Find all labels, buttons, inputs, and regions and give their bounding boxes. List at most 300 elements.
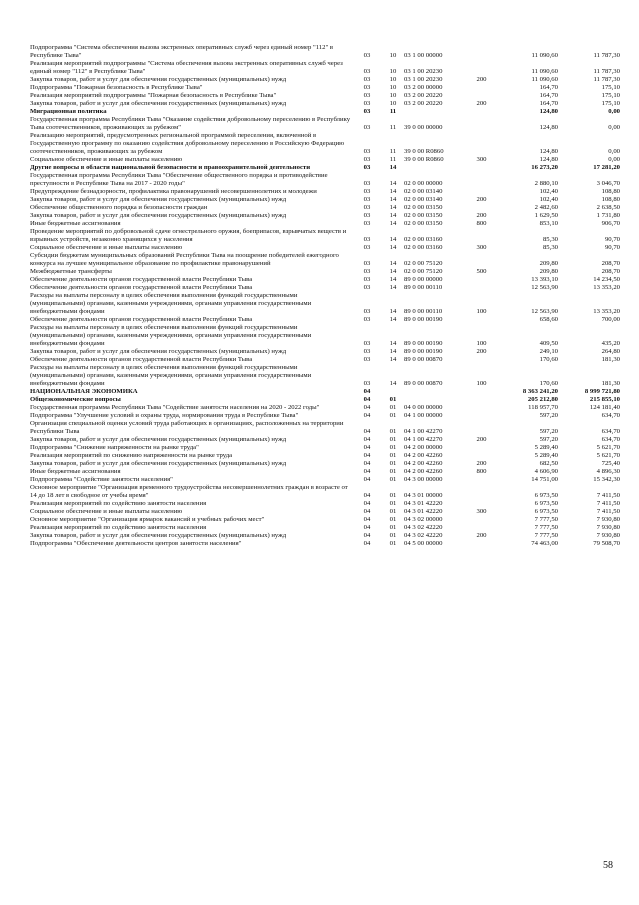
section-code-cell: 03	[363, 308, 371, 315]
section-code-cell: 04	[363, 500, 371, 507]
subsection-code-cell: 01	[389, 540, 397, 547]
amount-first-year-cell: 170,60	[539, 356, 558, 363]
section-code-cell: 03	[363, 244, 371, 251]
amount-second-year-cell: 90,70	[604, 244, 620, 251]
section-code-cell: 04	[363, 388, 371, 395]
subsection-code-cell: 14	[389, 220, 397, 227]
amount-second-year-cell: 108,80	[601, 188, 620, 195]
subsection-code-cell: 01	[389, 492, 397, 499]
table-row	[30, 228, 620, 244]
amount-first-year-cell: 118 957,70	[528, 404, 558, 411]
expense-type-code-cell: 200	[476, 532, 487, 539]
subsection-code-cell: 14	[389, 380, 397, 387]
section-code-cell: 03	[363, 84, 371, 91]
target-article-code-cell: 89 0 00 00110	[404, 284, 443, 291]
subsection-code-cell: 11	[389, 156, 397, 163]
subsection-code-cell: 10	[389, 84, 397, 91]
target-article-code-cell: 39 0 00 R0860	[404, 148, 444, 155]
expense-type-code-cell: 200	[476, 460, 487, 467]
amount-second-year-cell: 7 411,50	[596, 508, 620, 515]
table-row	[30, 348, 620, 356]
amount-first-year-cell: 14 751,00	[531, 476, 558, 483]
table-row	[30, 60, 620, 76]
expense-type-code-cell	[469, 164, 494, 172]
target-article-code-cell: 89 0 00 00870	[404, 356, 443, 363]
target-article-code-cell: 04 2 00 42260	[404, 460, 443, 467]
amount-second-year-cell: 906,70	[601, 220, 620, 227]
amount-second-year-cell: 11 787,30	[593, 52, 620, 59]
amount-second-year-cell: 90,70	[604, 236, 620, 243]
section-code-cell: 03	[363, 284, 371, 291]
target-article-code-cell: 02 0 00 03150	[404, 212, 443, 219]
section-code-cell: 03	[363, 164, 371, 171]
table-row	[30, 244, 620, 252]
target-article-code-cell: 02 0 00 03160	[404, 244, 443, 251]
target-article-code-cell: 03 2 00 20220	[404, 100, 443, 107]
target-article-code-cell: 89 0 00 00190	[404, 316, 443, 323]
section-code-cell: 04	[363, 492, 371, 499]
expenditure-name-cell: Миграционная политика	[30, 108, 107, 115]
table-row	[30, 204, 620, 212]
table-row	[30, 116, 620, 132]
subsection-code-cell: 11	[389, 148, 397, 155]
section-code-cell: 03	[363, 276, 371, 283]
expense-type-code-cell	[469, 452, 494, 460]
section-code-cell: 03	[363, 52, 371, 59]
table-row	[30, 220, 620, 228]
expenditure-name-cell: Общеэкономические вопросы	[30, 396, 121, 403]
table-row	[30, 404, 620, 412]
target-article-code-cell: 04 3 01 42220	[404, 508, 443, 515]
amount-second-year-cell: 264,80	[601, 348, 620, 355]
amount-second-year-cell: 0,00	[608, 124, 620, 131]
section-code-cell: 03	[363, 180, 371, 187]
target-article-code-cell: 04 1 00 42270	[404, 428, 443, 435]
subsection-code-cell: 10	[389, 68, 397, 75]
subsection-code-cell: 01	[389, 396, 397, 403]
expense-type-code-cell: 200	[476, 212, 487, 219]
section-code-cell: 03	[363, 100, 371, 107]
expenditure-name-cell: Подпрограмма "Снижение напряженности на рынке труда"	[30, 444, 199, 451]
expenditure-name-cell: Предупреждение безнадзорности, профилактика правонарушений несовершеннолетних и молодежи	[30, 188, 317, 195]
section-code-cell: 03	[363, 220, 371, 227]
target-article-code-cell	[404, 108, 469, 116]
target-article-code-cell: 89 0 00 00190	[404, 348, 443, 355]
section-code-cell: 03	[363, 108, 371, 115]
amount-second-year-cell: 13 353,20	[593, 308, 620, 315]
amount-second-year-cell: 11 787,30	[593, 68, 620, 75]
expense-type-code-cell: 200	[476, 196, 487, 203]
table-row	[30, 100, 620, 108]
section-code-cell: 04	[363, 540, 371, 547]
table-row	[30, 76, 620, 84]
expense-type-code-cell	[469, 188, 494, 196]
table-row	[30, 524, 620, 532]
expense-type-code-cell: 800	[476, 220, 487, 227]
table-row	[30, 252, 620, 268]
table-row	[30, 420, 620, 436]
target-article-code-cell: 04 0 00 00000	[404, 404, 443, 411]
amount-second-year-cell: 175,10	[601, 84, 620, 91]
table-row	[30, 188, 620, 196]
expense-type-code-cell: 200	[476, 436, 487, 443]
expense-type-code-cell	[469, 276, 494, 284]
table-row	[30, 412, 620, 420]
section-code-cell: 03	[363, 76, 371, 83]
amount-second-year-cell: 208,70	[601, 268, 620, 275]
amount-first-year-cell: 209,80	[539, 268, 558, 275]
amount-second-year-cell: 175,10	[601, 100, 620, 107]
subsection-code-cell: 10	[389, 52, 397, 59]
expense-type-code-cell	[469, 516, 494, 524]
table-row	[30, 532, 620, 540]
section-code-cell: 03	[363, 92, 371, 99]
amount-first-year-cell: 164,70	[539, 100, 558, 107]
expenditure-name-cell: Основное мероприятие "Организация ярмарок вакансий и учебных рабочих мест"	[30, 516, 265, 523]
expense-type-code-cell	[469, 540, 494, 548]
section-code-cell: 03	[363, 340, 371, 347]
amount-first-year-cell: 85,30	[542, 236, 558, 243]
target-article-code-cell: 03 2 00 20220	[404, 92, 443, 99]
target-article-code-cell: 04 2 00 00000	[404, 444, 443, 451]
amount-second-year-cell: 14 234,50	[593, 276, 620, 283]
amount-first-year-cell: 5 289,40	[534, 444, 558, 451]
subsection-code-cell: 01	[389, 476, 397, 483]
table-row	[30, 364, 620, 388]
amount-second-year-cell: 0,00	[608, 108, 620, 115]
amount-first-year-cell: 124,80	[539, 148, 558, 155]
target-article-code-cell: 04 2 00 42260	[404, 468, 443, 475]
amount-first-year-cell: 205 212,80	[527, 396, 558, 403]
table-row	[30, 284, 620, 292]
section-code-cell: 03	[363, 380, 371, 387]
amount-second-year-cell: 634,70	[601, 436, 620, 443]
amount-first-year-cell: 16 273,20	[531, 164, 558, 171]
table-row	[30, 508, 620, 516]
target-article-code-cell: 03 1 00 20230	[404, 76, 443, 83]
expense-type-code-cell	[469, 116, 494, 132]
amount-first-year-cell: 102,40	[539, 196, 558, 203]
section-code-cell: 03	[363, 356, 371, 363]
expenditure-name-cell: Государственная программа Республики Тыва "Содействие занятости населения на 2020 - 2022 годы"	[30, 404, 320, 411]
expenditure-name-cell: Закупка товаров, работ и услуг для обеспечения государственных (муниципальных) нужд	[30, 436, 287, 443]
subsection-code-cell: 14	[389, 212, 397, 219]
table-row	[30, 444, 620, 452]
section-code-cell: 03	[363, 188, 371, 195]
subsection-code-cell: 01	[389, 452, 397, 459]
expenditure-name-cell: Иные бюджетные ассигнования	[30, 220, 121, 227]
expenditure-name-cell: Социальное обеспечение и иные выплаты населению	[30, 508, 183, 515]
amount-first-year-cell: 11 090,60	[531, 76, 558, 83]
expense-type-code-cell	[469, 420, 494, 436]
table-row	[30, 500, 620, 508]
amount-first-year-cell: 409,50	[539, 340, 558, 347]
expenditure-name-cell: Реализация мероприятий по содействию занятости населения	[30, 524, 207, 531]
table-row	[30, 172, 620, 188]
expense-type-code-cell	[469, 404, 494, 412]
expense-type-code-cell	[469, 396, 494, 404]
target-article-code-cell: 89 0 00 00110	[404, 308, 443, 315]
table-row	[30, 316, 620, 324]
expense-type-code-cell	[469, 92, 494, 100]
section-code-cell: 04	[363, 436, 371, 443]
table-row	[30, 84, 620, 92]
expense-type-code-cell	[469, 108, 494, 116]
amount-first-year-cell: 124,80	[539, 156, 558, 163]
amount-first-year-cell: 7 777,50	[534, 532, 558, 539]
amount-second-year-cell: 5 621,70	[596, 452, 620, 459]
amount-first-year-cell: 124,80	[539, 108, 558, 115]
expenditure-name-cell: Реализацию мероприятий, предусмотренных региональной программой переселения, включенной в Государственную программу по оказанию содействия добровольному переселению в Российскую Федерацию соотечественников, проживающих за рубежом	[30, 132, 345, 155]
amount-second-year-cell: 7 930,80	[596, 516, 620, 523]
amount-second-year-cell: 1 731,80	[596, 212, 620, 219]
expenditure-name-cell: Подпрограмма "Система обеспечения вызова экстренных оперативных служб через единый номер "112" в Республике Тыва"	[30, 44, 334, 59]
subsection-code-cell: 14	[389, 340, 397, 347]
expenditure-name-cell: Обеспечение деятельности органов государственной власти Республики Тыва	[30, 276, 253, 283]
section-code-cell: 04	[363, 508, 371, 515]
section-code-cell: 04	[363, 412, 371, 419]
section-code-cell: 03	[363, 156, 371, 163]
target-article-code-cell: 89 0 00 00870	[404, 380, 443, 387]
expenditure-name-cell: Другие вопросы в области национальной безопасности и правоохранительной деятельности	[30, 164, 311, 171]
expense-type-code-cell: 800	[476, 468, 487, 475]
section-code-cell: 04	[363, 532, 371, 539]
amount-second-year-cell: 181,30	[601, 380, 620, 387]
subsection-code-cell: 14	[389, 204, 397, 211]
subsection-code-cell: 14	[389, 236, 397, 243]
target-article-code-cell: 03 2 00 00000	[404, 84, 443, 91]
amount-second-year-cell: 0,00	[608, 156, 620, 163]
expense-type-code-cell	[469, 44, 494, 60]
target-article-code-cell: 02 0 00 03140	[404, 196, 443, 203]
expenditure-name-cell: Закупка товаров, работ и услуг для обеспечения государственных (муниципальных) нужд	[30, 348, 287, 355]
amount-first-year-cell: 6 973,50	[534, 500, 558, 507]
amount-first-year-cell: 74 463,00	[531, 540, 558, 547]
table-row	[30, 92, 620, 100]
amount-first-year-cell: 124,80	[539, 124, 558, 131]
amount-first-year-cell: 209,80	[539, 260, 558, 267]
subsection-code-cell: 14	[389, 284, 397, 291]
section-code-cell: 04	[363, 444, 371, 451]
target-article-code-cell: 04 1 00 00000	[404, 412, 443, 419]
subsection-code-cell: 14	[389, 244, 397, 251]
subsection-code-cell: 14	[389, 356, 397, 363]
amount-second-year-cell: 5 621,70	[596, 444, 620, 451]
amount-first-year-cell: 1 629,50	[534, 212, 558, 219]
amount-first-year-cell: 7 777,50	[534, 524, 558, 531]
section-code-cell: 04	[363, 460, 371, 467]
subsection-code-cell: 01	[389, 500, 397, 507]
expenditure-name-cell: Подпрограмма "Пожарная безопасность в Республике Тыва"	[30, 84, 203, 91]
table-row	[30, 468, 620, 476]
amount-second-year-cell: 7 930,80	[596, 532, 620, 539]
amount-second-year-cell: 7 411,50	[596, 492, 620, 499]
expenditure-name-cell: Обеспечение деятельности органов государственной власти Республики Тыва	[30, 356, 253, 363]
expenditure-name-cell: Основное мероприятие "Организация временного трудоустройства несовершеннолетних граждан в возрасте от 14 до 18 лет в свободное от учебы время"	[30, 484, 348, 499]
amount-first-year-cell: 12 563,90	[531, 284, 558, 291]
subsection-code-cell: 11	[389, 124, 397, 131]
amount-first-year-cell: 6 973,50	[534, 508, 558, 515]
amount-second-year-cell: 0,00	[608, 148, 620, 155]
subsection-code-cell: 10	[389, 92, 397, 99]
expense-type-code-cell: 200	[476, 100, 487, 107]
expense-type-code-cell	[469, 388, 494, 396]
expenditure-name-cell: Межбюджетные трансферты	[30, 268, 112, 275]
expense-type-code-cell	[469, 60, 494, 76]
subsection-code-cell: 01	[389, 468, 397, 475]
expenditure-name-cell: Подпрограмма "Улучшение условий и охраны труда, нормирования труда в Республике Тыва"	[30, 412, 299, 419]
expense-type-code-cell	[469, 172, 494, 188]
expense-type-code-cell: 200	[476, 348, 487, 355]
expenditure-name-cell: Обеспечение общественного порядка и безопасности граждан	[30, 204, 208, 211]
amount-second-year-cell: 79 508,70	[593, 540, 620, 547]
expense-type-code-cell	[469, 444, 494, 452]
table-row	[30, 516, 620, 524]
expense-type-code-cell: 100	[476, 308, 487, 315]
expenditure-name-cell: Организация специальной оценки условий труда работающих в организациях, расположенных на территории Республики Тыва	[30, 420, 344, 435]
expense-type-code-cell	[469, 284, 494, 292]
subsection-code-cell: 14	[389, 316, 397, 323]
amount-first-year-cell: 7 777,50	[534, 516, 558, 523]
subsection-code-cell: 10	[389, 100, 397, 107]
amount-second-year-cell: 15 342,30	[593, 476, 620, 483]
subsection-code-cell: 14	[389, 276, 397, 283]
target-article-code-cell	[404, 164, 469, 172]
target-article-code-cell: 02 0 00 00000	[404, 180, 443, 187]
expense-type-code-cell	[469, 412, 494, 420]
subsection-code-cell: 14	[389, 180, 397, 187]
amount-first-year-cell: 597,20	[539, 428, 558, 435]
subsection-code-cell: 01	[389, 524, 397, 531]
amount-first-year-cell: 13 393,10	[531, 276, 558, 283]
amount-first-year-cell: 11 090,60	[531, 68, 558, 75]
subsection-code-cell: 01	[389, 532, 397, 539]
table-row	[30, 164, 620, 172]
table-row	[30, 476, 620, 484]
target-article-code-cell: 04 2 00 42260	[404, 452, 443, 459]
table-row	[30, 44, 620, 60]
target-article-code-cell: 89 0 00 00190	[404, 340, 443, 347]
expense-type-code-cell: 100	[476, 380, 487, 387]
expense-type-code-cell	[469, 316, 494, 324]
subsection-code-cell: 10	[389, 76, 397, 83]
target-article-code-cell: 02 0 00 03150	[404, 204, 443, 211]
expenditure-name-cell: Государственная программа Республики Тыва "Обеспечение общественного порядка и противодействие преступности в Республике Тыва на 2017 - 2020 годы"	[30, 172, 328, 187]
amount-first-year-cell: 170,60	[539, 380, 558, 387]
section-code-cell: 04	[363, 452, 371, 459]
expense-type-code-cell: 100	[476, 340, 487, 347]
expenditure-name-cell: Подпрограмма "Обеспечение деятельности центров занятости населения"	[30, 540, 242, 547]
table-row	[30, 436, 620, 444]
amount-first-year-cell: 2 880,10	[534, 180, 558, 187]
expenditure-name-cell: Закупка товаров, работ и услуг для обеспечения государственных (муниципальных) нужд	[30, 196, 287, 203]
section-code-cell: 04	[363, 516, 371, 523]
section-code-cell: 03	[363, 348, 371, 355]
amount-second-year-cell: 11 787,30	[593, 76, 620, 83]
expenditure-name-cell: Обеспечение деятельности органов государственной власти Республики Тыва	[30, 284, 253, 291]
budget-table	[30, 44, 620, 548]
expenditure-name-cell: Иные бюджетные ассигнования	[30, 468, 121, 475]
target-article-code-cell	[404, 388, 469, 396]
expenditure-name-cell: Подпрограмма "Содействие занятости населения"	[30, 476, 173, 483]
section-code-cell: 04	[363, 468, 371, 475]
section-code-cell: 04	[363, 404, 371, 411]
section-code-cell: 03	[363, 124, 371, 131]
amount-first-year-cell: 682,50	[539, 460, 558, 467]
target-article-code-cell: 04 3 01 42220	[404, 500, 443, 507]
expense-type-code-cell	[469, 204, 494, 212]
amount-second-year-cell: 4 896,30	[596, 468, 620, 475]
target-article-code-cell: 04 3 00 00000	[404, 476, 443, 483]
table-row	[30, 292, 620, 316]
amount-second-year-cell: 2 638,50	[596, 204, 620, 211]
amount-first-year-cell: 12 563,90	[531, 308, 558, 315]
target-article-code-cell: 04 3 01 00000	[404, 492, 443, 499]
section-code-cell: 04	[363, 428, 371, 435]
amount-second-year-cell: 108,80	[601, 196, 620, 203]
amount-first-year-cell: 5 289,40	[534, 452, 558, 459]
section-code-cell: 03	[363, 268, 371, 275]
subsection-code-cell: 14	[389, 348, 397, 355]
expense-type-code-cell	[469, 356, 494, 364]
expense-type-code-cell	[469, 132, 494, 156]
subsection-code-cell: 14	[389, 308, 397, 315]
table-row	[30, 268, 620, 276]
subsection-code-cell: 01	[389, 436, 397, 443]
amount-first-year-cell: 853,10	[539, 220, 558, 227]
table-row	[30, 212, 620, 220]
expense-type-code-cell: 300	[476, 508, 487, 515]
section-code-cell: 03	[363, 204, 371, 211]
amount-first-year-cell: 249,10	[539, 348, 558, 355]
expenditure-name-cell: Социальное обеспечение и иные выплаты населению	[30, 244, 183, 251]
amount-second-year-cell: 7 930,80	[596, 524, 620, 531]
expenditure-name-cell: Расходы на выплаты персоналу в целях обеспечения выполнения функций государственными (муниципальными) органами, казенными учреждениями, органами управления государственными внебюджетными фондами	[30, 292, 312, 315]
budget-table-body	[30, 44, 620, 548]
expense-type-code-cell: 200	[476, 76, 487, 83]
expense-type-code-cell	[469, 500, 494, 508]
expense-type-code-cell	[469, 228, 494, 244]
expenditure-name-cell: Закупка товаров, работ и услуг для обеспечения государственных (муниципальных) нужд	[30, 76, 287, 83]
subsection-code-cell: 01	[389, 516, 397, 523]
amount-first-year-cell: 85,30	[542, 244, 558, 251]
subsection-code-cell: 14	[389, 268, 397, 275]
subsection-code-cell: 14	[389, 164, 397, 171]
amount-second-year-cell: 700,00	[601, 316, 620, 323]
target-article-code-cell: 03 1 00 00000	[404, 52, 443, 59]
section-code-cell: 03	[363, 236, 371, 243]
table-row	[30, 460, 620, 468]
target-article-code-cell: 04 1 00 42270	[404, 436, 443, 443]
expenditure-name-cell: Реализация мероприятий подпрограммы "Пожарная безопасность в Республике Тыва"	[30, 92, 277, 99]
expenditure-name-cell: Реализация мероприятий по содействию занятости населения	[30, 500, 207, 507]
amount-second-year-cell: 3 046,70	[596, 180, 620, 187]
amount-first-year-cell: 102,40	[539, 188, 558, 195]
section-code-cell: 03	[363, 260, 371, 267]
expenditure-name-cell: НАЦИОНАЛЬНАЯ ЭКОНОМИКА	[30, 388, 138, 395]
target-article-code-cell: 02 0 00 03150	[404, 220, 443, 227]
amount-first-year-cell: 11 090,60	[531, 52, 558, 59]
target-article-code-cell: 02 0 00 03160	[404, 236, 443, 243]
amount-first-year-cell: 597,20	[539, 412, 558, 419]
expense-type-code-cell	[469, 252, 494, 268]
amount-second-year-cell: 725,40	[601, 460, 620, 467]
subsection-code-cell: 01	[389, 444, 397, 451]
amount-first-year-cell: 4 606,90	[534, 468, 558, 475]
table-row	[30, 396, 620, 404]
target-article-code-cell: 04 5 00 00000	[404, 540, 443, 547]
section-code-cell: 04	[363, 396, 371, 403]
